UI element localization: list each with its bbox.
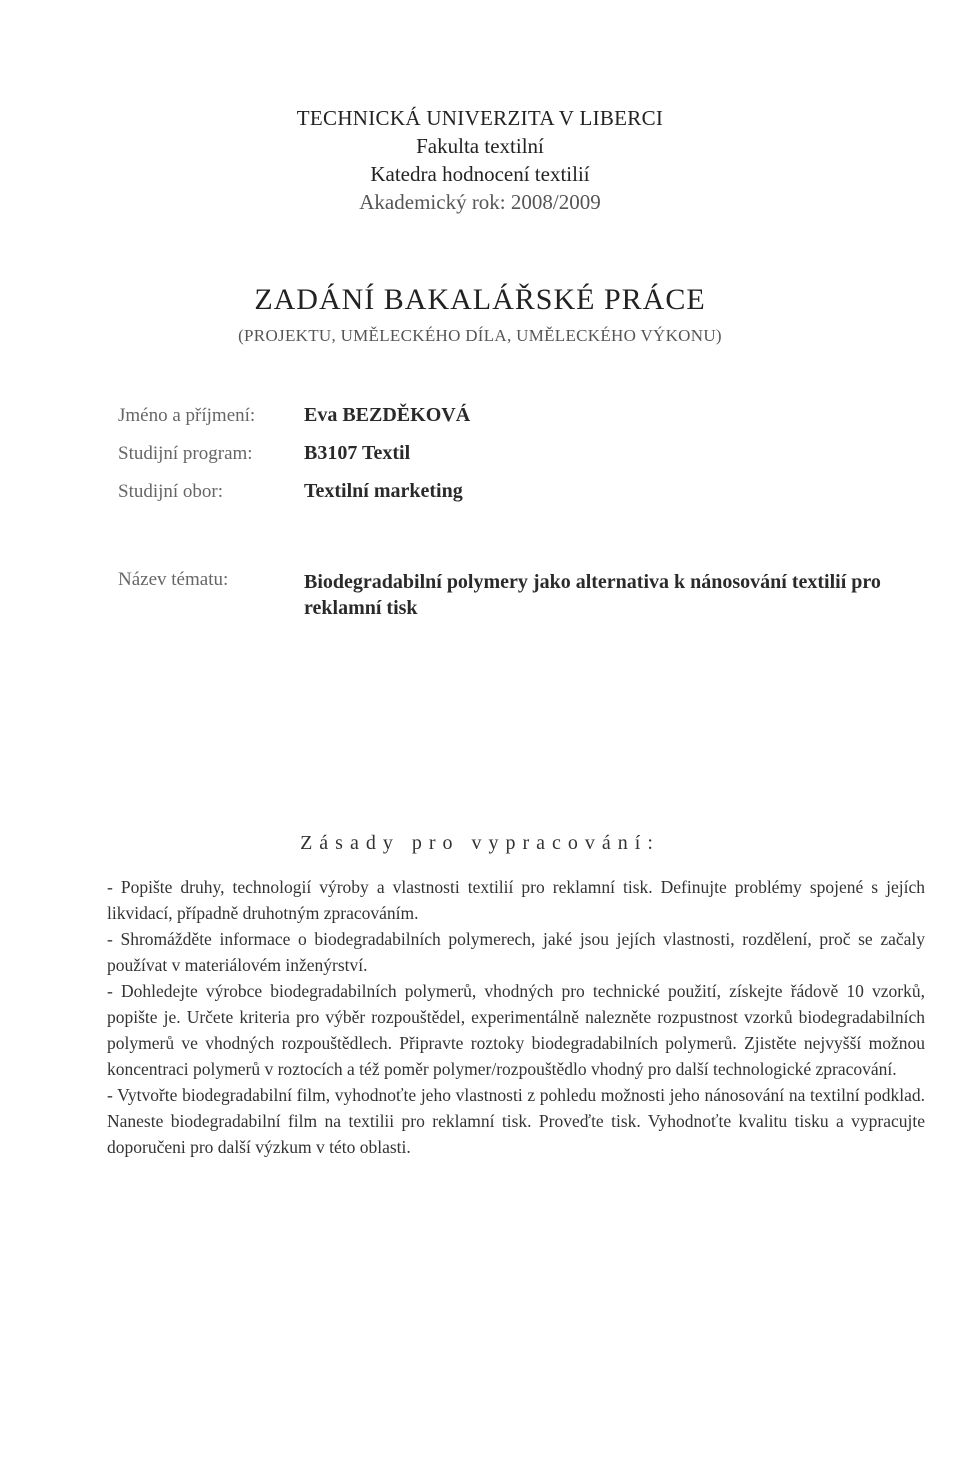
program-row bbox=[118, 442, 918, 480]
topic-row bbox=[118, 569, 938, 621]
document-title: ZADÁNÍ BAKALÁŘSKÉ PRÁCE bbox=[254, 283, 706, 316]
field-label: Studijní obor: bbox=[118, 481, 224, 502]
title-block bbox=[0, 280, 960, 348]
program-value: B3107 Textil bbox=[304, 442, 411, 464]
principle-item: - Popište druhy, technologií výroby a vlastnosti textilií pro reklamní tisk. Definujte problémy spojené s jejích likvidací, případně druhotným zpracováním. bbox=[107, 877, 925, 923]
student-info bbox=[118, 404, 918, 518]
topic-label: Název tématu: bbox=[118, 569, 229, 590]
principles-body bbox=[107, 874, 925, 1160]
faculty-name: Fakulta textilní bbox=[416, 134, 544, 158]
university-name: TECHNICKÁ UNIVERZITA V LIBERCI bbox=[296, 106, 664, 130]
topic-value: Biodegradabilní polymery jako alternativa k nánosování textilií pro reklamní tisk bbox=[304, 571, 881, 619]
academic-year: Akademický rok: 2008/2009 bbox=[359, 190, 601, 214]
document-header bbox=[0, 104, 960, 216]
document-subtitle: (PROJEKTU, UMĚLECKÉHO DÍLA, UMĚLECKÉHO VÝKONU) bbox=[238, 326, 722, 345]
field-value: Textilní marketing bbox=[304, 480, 463, 502]
name-label: Jméno a příjmení: bbox=[118, 405, 256, 426]
department-name: Katedra hodnocení textilií bbox=[370, 162, 590, 186]
name-value: Eva BEZDĚKOVÁ bbox=[304, 404, 471, 426]
principle-item: - Dohledejte výrobce biodegradabilních polymerů, vhodných pro technické použití, získejte řádově 10 vzorků, popište je. Určete kriteria pro výběr rozpouštědel, experimentálně nalezněte rozpustnost vzorků biodegradabilních polymerů ve vhodných rozpouštědlech. Připravte roztoky biodegradabilních polymerů. Zjistěte nejvyšší možnou koncentraci polymerů v roztocích a též poměr polymer/rozpouštědlo vhodný pro další technologické zpracování. bbox=[107, 981, 925, 1079]
field-row bbox=[118, 480, 918, 518]
principle-item: - Shromážděte informace o biodegradabilních polymerech, jaké jsou jejích vlastnosti, rozdělení, proč se začaly používat v materiálovém inženýrství. bbox=[107, 929, 925, 975]
principles-heading-wrap bbox=[0, 832, 960, 855]
principle-item: - Vytvořte biodegradabilní film, vyhodnoťte jeho vlastnosti z pohledu možnosti jeho nánosování na textilní podklad. Naneste biodegradabilní film na textilii pro reklamní tisk. Proveďte tisk. Vyhodnoťte kvalitu tisku a vypracujte doporučeni pro další výzkum v této oblasti. bbox=[107, 1085, 925, 1157]
principles-heading: Zásady pro vypracování: bbox=[300, 832, 660, 854]
name-row bbox=[118, 404, 918, 442]
program-label: Studijní program: bbox=[118, 443, 253, 464]
